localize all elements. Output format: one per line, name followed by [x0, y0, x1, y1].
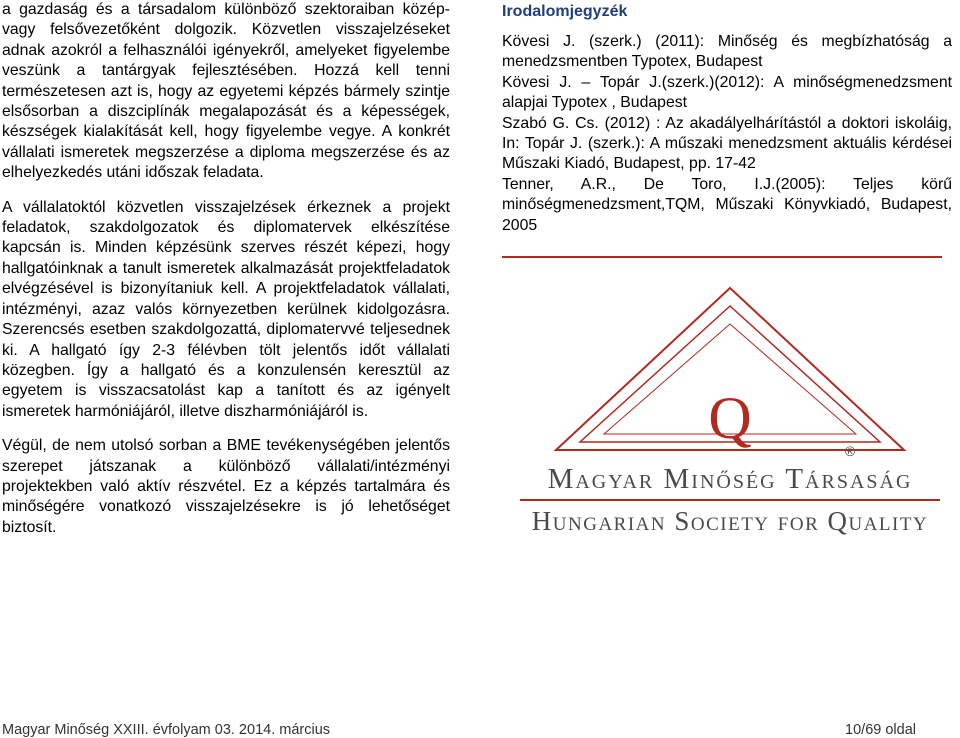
reference-item: Kövesi J. (szerk.) (2011): Minőség és megbízhatóság a menedzsmentben Typotex, Budapest	[502, 33, 952, 71]
logo-hungarian-name: Magyar Minőség Társaság	[547, 463, 913, 495]
body-paragraph-1: a gazdaság és a társadalom különböző szektoraiban közép- vagy felsővezetőként dolgozik. Közvetlen visszajelzéseket adnak azokról a felhasználói igényekről, amelyeket figyelembe veszünk a tantárgyak fejlesztésében. Hozzá kell tenni természetesen azt is, hogy az egyetemi képzés bármely szintje elsősorban a diszciplínák megalapozását és a képességek, készségek kialakítását kell, hogy figyelembe vegye. A konkrét vállalati ismeretek megszerzése a diploma megszerzése és az elhelyezkedés utáni időszak feladata.	[2, 1, 450, 182]
mmt-logo	[520, 280, 940, 550]
reference-item: Tenner, A.R., De Toro, I.J.(2005): Teljes körű minőségmenedzsment,TQM, Műszaki Könyvkiadó, Budapest, 2005	[502, 175, 952, 234]
page-footer	[0, 722, 960, 738]
registered-mark: ®	[844, 443, 856, 459]
footer-page-number: 10/69 oldal	[845, 722, 916, 738]
main-text-column	[2, 0, 450, 538]
references-heading: Irodalomjegyzék	[502, 3, 628, 20]
logo-english-name: Hungarian Society for Quality	[531, 506, 929, 536]
references-divider-line	[502, 256, 942, 258]
references-column	[502, 0, 952, 236]
body-paragraph-2: A vállalatoktól közvetlen visszajelzések érkeznek a projekt feladatok, szakdolgozatok és diplomatervek elkészítése kapcsán is. Minden képzésünk szerves részét képezi, hogy hallgatóinknak a tanult ismeretek alkalmazását projektfeladatok elvégzésével is bizonyítaniuk kell. A projektfeladatok vállalati, intézményi, azaz valós környezetben kerülnek kidolgozásra. Szerencsés esetben szakdolgozattá, diplomatervvé teljesednek ki. A hallgató így 2-3 félévben tölt jelentős időt vállalati közegben. Így a hallgató és a konzulensén keresztül az egyetem is visszacsatolást kap a tanított és az igényelt ismeretek harmóniájáról, illetve diszharmóniájáról is.	[2, 198, 450, 420]
footer-journal: Magyar Minőség XXIII. évfolyam 03. 2014. március	[2, 722, 331, 738]
reference-item: Szabó G. Cs. (2012) : Az akadályelhárítástól a doktori iskoláig, In: Topár J. (szerk.): A műszaki menedzsment aktuális kérdései Műszaki Kiadó, Budapest, pp. 17-42	[502, 114, 952, 173]
logo-q-letter: Q	[708, 385, 752, 451]
reference-item: Kövesi J. – Topár J.(szerk.)(2012): A minőségmenedzsment alapjai Typotex , Budapest	[502, 73, 952, 112]
body-paragraph-3: Végül, de nem utolsó sorban a BME tevékenységében jelentős szerepet játszanak a különböző vállalati/intézményi projektekben való aktív részvétel. Ez a képzés tartalmára és minőségére vonatkozó visszajelzésekre is jó lehetőséget biztosít.	[2, 437, 450, 536]
